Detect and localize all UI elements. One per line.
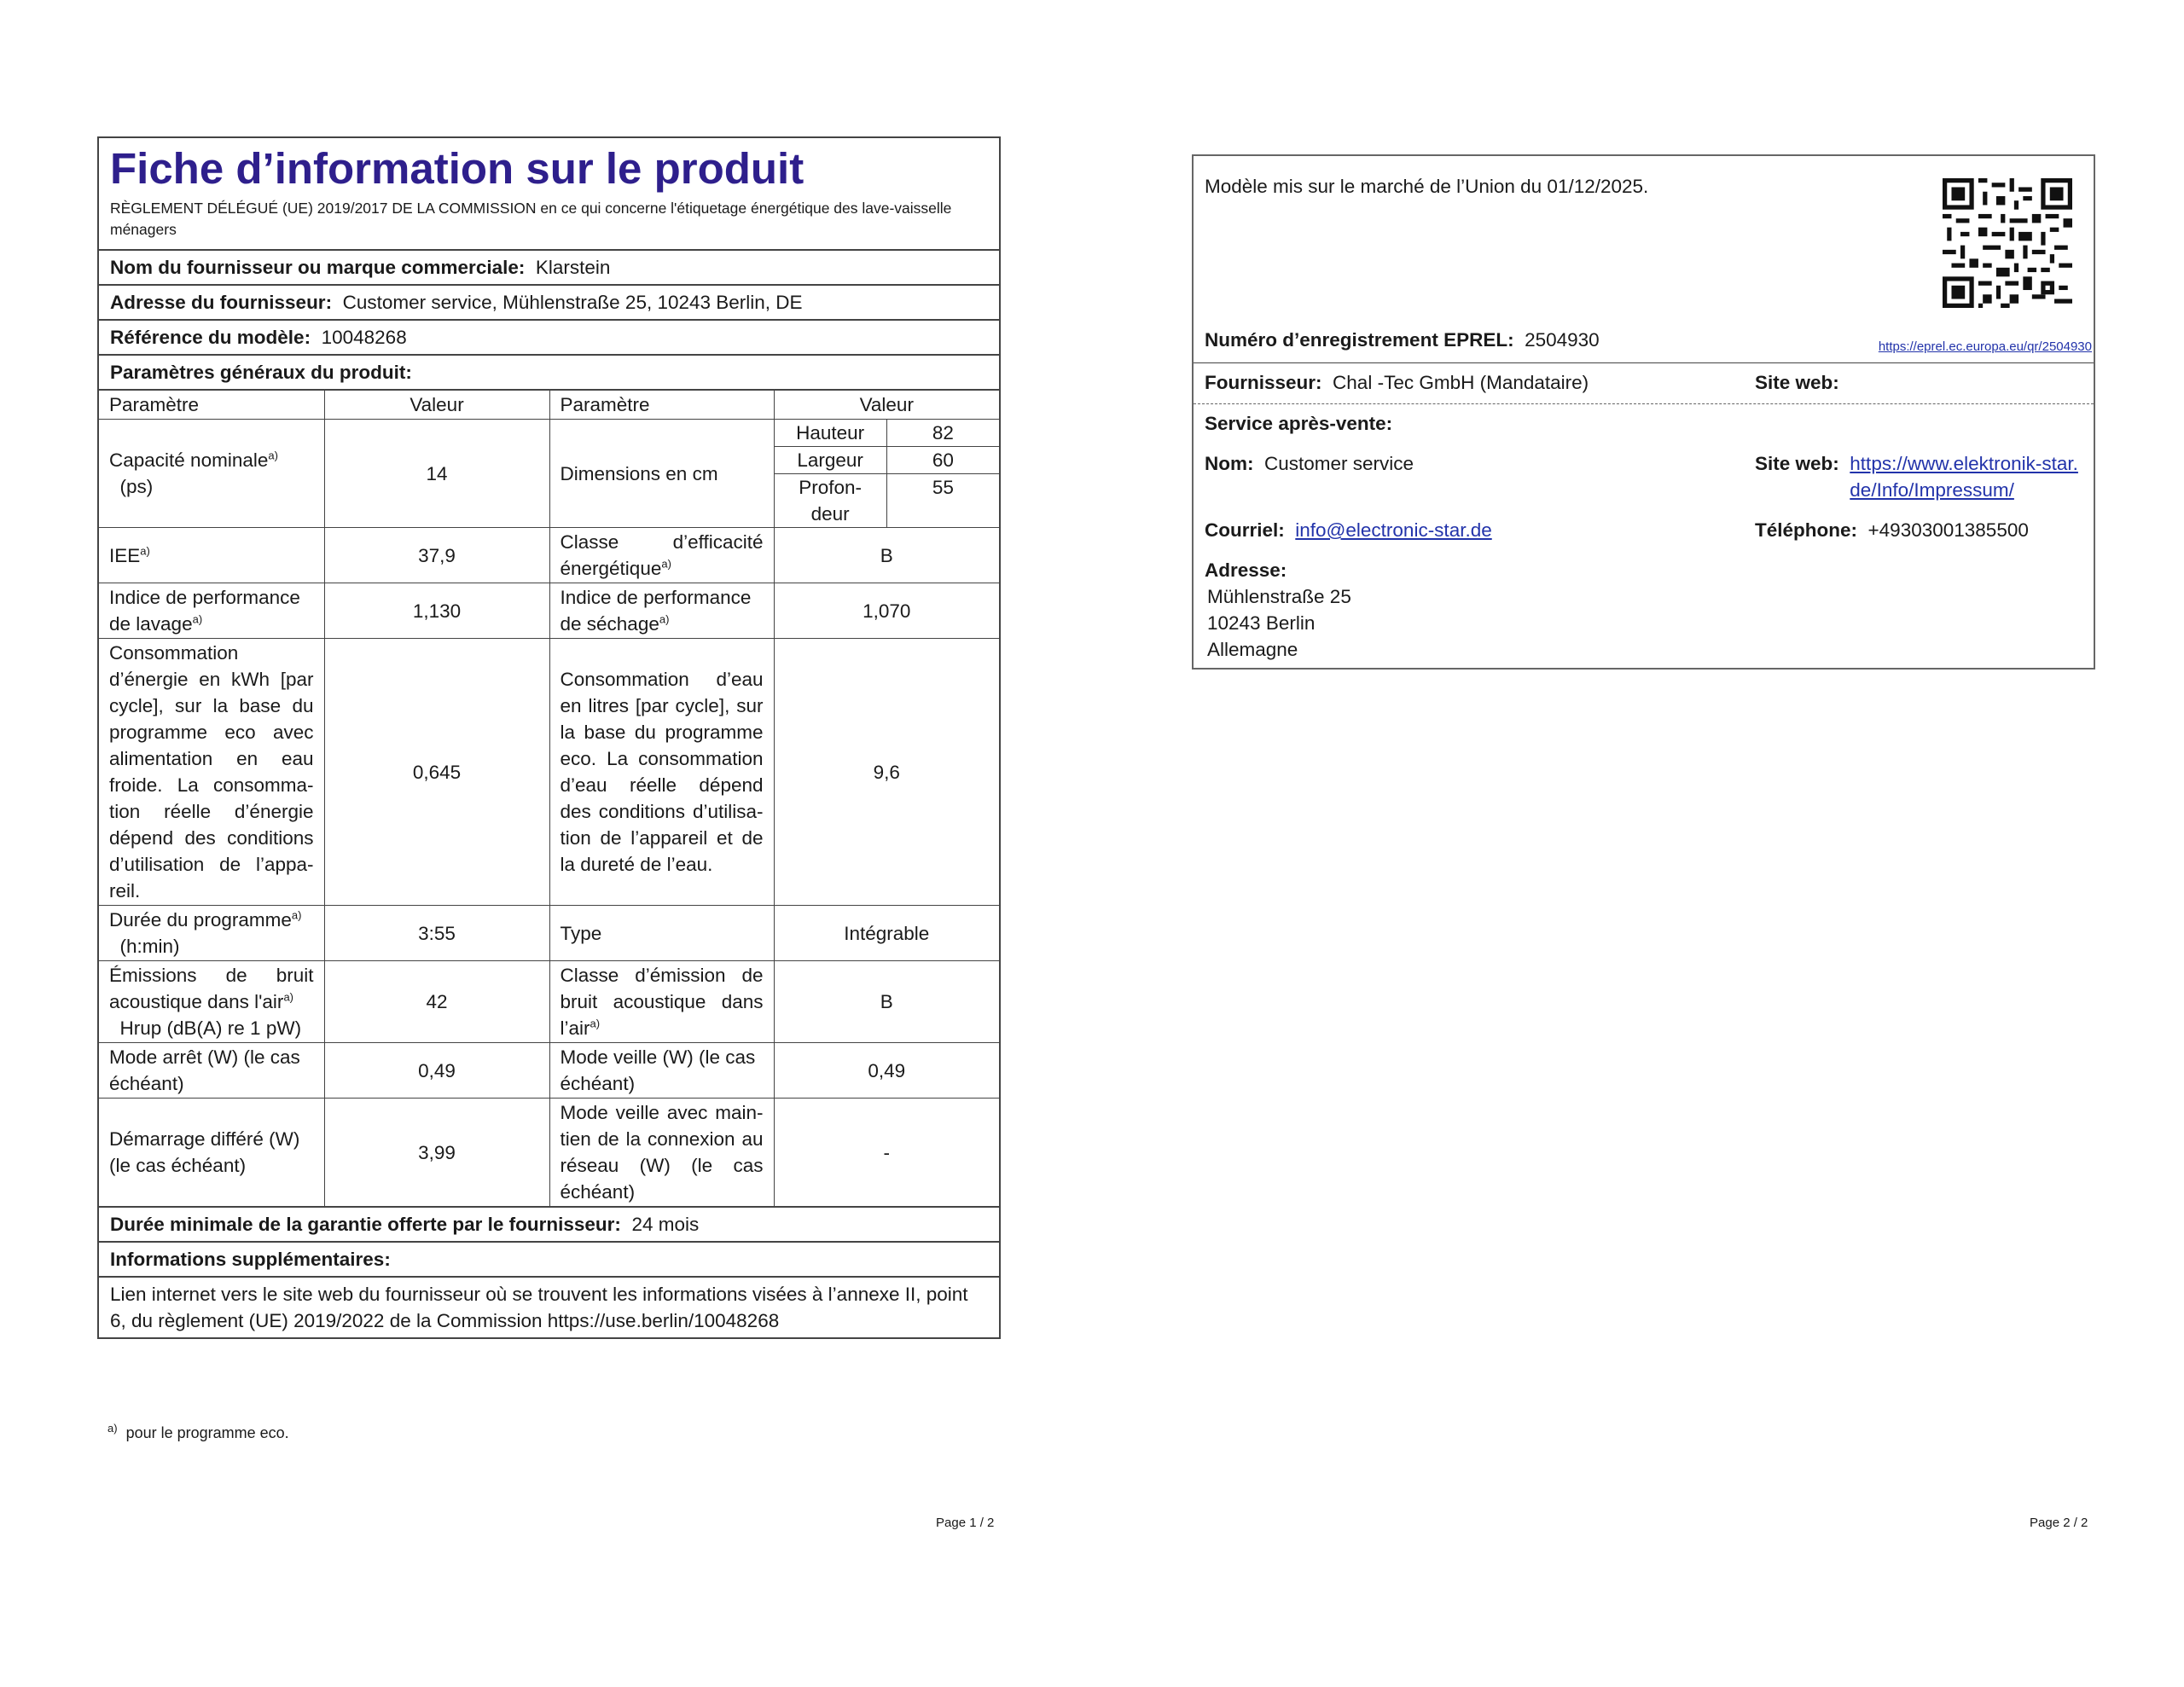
table-row [99,961,999,1043]
wash-index-label-cell [99,583,324,639]
standby-label: Mode veille (W) (le cas échéant) [549,1043,774,1099]
footnote-text: pour le programme eco. [125,1424,289,1441]
table-row [99,583,999,639]
noise-class-value: B [774,961,999,1043]
market-date: Modèle mis sur le marché de l’Union du 01/12/2025. [1205,176,1649,197]
page-number: Page 2 / 2 [2030,1516,2088,1530]
capacity-label-cell [99,420,324,528]
dry-index-label: Indice de performance de séchage [560,587,752,635]
address-line: Mühlenstraße 25 [1207,586,1351,607]
header-value: Valeur [774,391,999,420]
noise-class-label-cell [549,961,774,1043]
address-line: 10243 Berlin [1207,612,1316,634]
header-value: Valeur [324,391,549,420]
phone-value: +49303001385500 [1867,519,2029,541]
energy-consumption-value: 0,645 [324,639,549,906]
supplier-row [99,249,999,284]
energy-class-value: B [774,528,999,583]
noise-label-cell [99,961,324,1043]
header-param: Paramètre [549,391,774,420]
capacity-unit: (ps) [119,476,154,497]
noise-unit: Hrup (dB(A) re 1 pW) [119,1017,302,1039]
supplier-value: Klarstein [535,257,611,278]
iee-label: IEE [109,544,141,566]
table-row [99,420,999,528]
warranty-value: 24 mois [631,1214,700,1235]
water-consumption-value: 9,6 [774,639,999,906]
footnote-mark: a) [268,449,278,462]
capacity-value: 14 [324,420,549,528]
dimensions-table [775,420,1000,527]
email-label: Courriel: [1205,519,1285,541]
wash-index-value: 1,130 [324,583,549,639]
footnote-mark: a) [283,990,293,1004]
noise-class-label: Classe d’émission de bruit acoustique dans l’air [560,965,764,1039]
duration-value: 3:55 [324,906,549,961]
table-row [99,639,999,906]
type-value: Intégrable [774,906,999,961]
duration-unit: (h:min) [119,936,180,957]
supplier-label: Fournisseur: [1205,372,1322,393]
header-param: Paramètre [99,391,324,420]
address-block [1205,557,2082,663]
params-table-wrap [99,389,999,1206]
supplier-row [1205,369,2082,396]
iee-value: 37,9 [324,528,549,583]
table-row [99,528,999,583]
duration-label-cell [99,906,324,961]
phone-label: Téléphone: [1755,519,1858,541]
model-row [99,319,999,354]
warranty-label: Durée minimale de la garantie offerte par le fournisseur: [110,1214,621,1235]
service-heading [1205,410,2082,437]
type-label: Type [549,906,774,961]
eprel-link[interactable]: https://eprel.ec.europa.eu/qr/2504930 [1878,339,2092,354]
address-label: Adresse: [1205,559,1287,581]
width-label: Largeur [775,447,887,474]
address-line: Allemagne [1207,639,1298,660]
model-label: Référence du modèle: [110,327,311,348]
footnote-mark: a) [659,612,670,626]
name-value: Customer service [1264,453,1414,474]
supplier-value: Chal -Tec GmbH (Mandataire) [1333,372,1589,393]
divider [1194,362,2094,363]
page-number: Page 1 / 2 [936,1516,995,1530]
phone-row [1755,517,2082,543]
service-web-row [1755,450,2079,503]
footnote-mark: a) [192,612,203,626]
name-label: Nom: [1205,453,1254,474]
energy-class-label: Classe d’efficacité énergétique [560,531,764,579]
warranty-row [99,1206,999,1241]
noise-label: Émissions de bruit acoustique dans l'air [109,965,314,1012]
sheet-header [99,138,999,249]
iee-label-cell [99,528,324,583]
capacity-label: Capacité nominale [109,449,269,471]
service-web-label: Site web: [1755,453,1839,474]
address-label: Adresse du fournisseur: [110,292,333,313]
service-web-link[interactable]: https://www.elektronik-star.de/Info/Impressum/ [1850,453,2078,501]
depth-value: 55 [886,474,999,528]
networked-value: - [774,1099,999,1207]
address-value: Customer service, Mühlenstraße 25, 10243 Berlin, DE [342,292,803,313]
params-table [99,391,999,1206]
width-value: 60 [886,447,999,474]
duration-label: Durée du programme [109,909,292,930]
footnote-mark: a) [291,908,302,922]
energy-consumption-label: Consommation d’énergie en kWh [par cycle], sur la base du programme eco avec alimentation en eau froide. La consomma-tion réelle d’énergie dépend des conditions d’utilisation de l’appa-reil. [99,639,324,906]
model-value: 10048268 [321,327,407,348]
table-header-row [99,391,999,420]
email-link[interactable]: info@electronic-star.de [1295,519,1492,541]
footnote-mark: a) [140,544,150,557]
supplier-info-sheet [1192,154,2095,670]
energy-class-label-cell [549,528,774,583]
sheet-title: Fiche d’information sur le produit [110,144,804,193]
product-information-sheet [97,136,1001,1339]
dimensions-label: Dimensions en cm [549,420,774,528]
networked-label: Mode veille avec main-tien de la connexion au réseau (W) (le cas échéant) [549,1099,774,1207]
delay-value: 3,99 [324,1099,549,1207]
supplier-link-text: Lien internet vers le site web du fournisseur où se trouvent les informations visées à l’annexe II, point 6, du règlement (UE) 2019/2022 de la Commission https://use.berlin/10048268 [110,1284,968,1331]
height-value: 82 [886,420,999,447]
footnote-mark: a) [661,557,671,571]
off-mode-value: 0,49 [324,1043,549,1099]
table-row [99,1099,999,1207]
link-row [99,1276,999,1337]
wash-index-label: Indice de performance de lavage [109,587,300,635]
footnote-mark: a) [590,1017,601,1030]
height-label: Hauteur [775,420,887,447]
eprel-value: 2504930 [1525,329,1600,351]
standby-value: 0,49 [774,1043,999,1099]
supplier-label: Nom du fournisseur ou marque commerciale: [110,257,526,278]
footnote [107,1424,289,1442]
address-row [99,284,999,319]
dimensions-cell [774,420,999,528]
table-row [99,906,999,961]
general-params-row [99,354,999,389]
extra-info-label: Informations supplémentaires: [110,1249,391,1270]
qr-code-icon [1943,178,2072,308]
eprel-label: Numéro d’enregistrement EPREL: [1205,329,1514,351]
regulation-text: RÈGLEMENT DÉLÉGUÉ (UE) 2019/2017 DE LA COMMISSION en ce qui concerne l'étiquetage énergétique des lave-vaisselle ménagers [110,200,952,238]
delay-label: Démarrage différé (W) (le cas échéant) [99,1099,324,1207]
dry-index-value: 1,070 [774,583,999,639]
general-params-label: Paramètres généraux du produit: [110,362,412,383]
table-row [99,1043,999,1099]
website-label: Site web: [1755,372,1839,393]
extra-info-row [99,1241,999,1276]
dry-index-label-cell [549,583,774,639]
service-label: Service après-vente: [1205,413,1393,434]
dashed-divider [1194,403,2094,404]
water-consumption-label: Consommation d’eau en litres [par cycle], sur la base du programme eco. La consommation d’eau réelle dépend des conditions d’utilisa-tion de l’appareil et de la dureté de l’eau. [549,639,774,906]
depth-label: Profon-deur [775,474,887,528]
noise-value: 42 [324,961,549,1043]
footnote-mark: a) [107,1422,118,1435]
off-mode-label: Mode arrêt (W) (le cas échéant) [99,1043,324,1099]
